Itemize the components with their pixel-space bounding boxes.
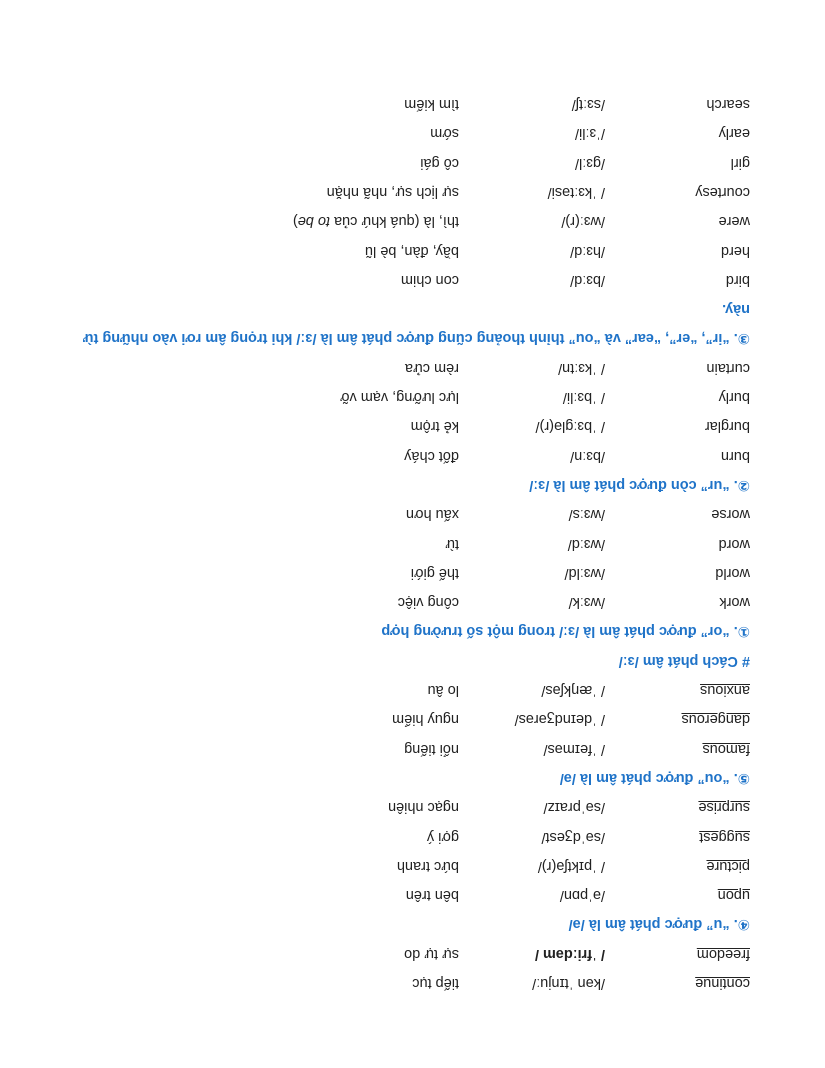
vocab-word: search <box>706 96 750 113</box>
section-heading: # Cách phát âm /ɜː/ <box>618 652 750 669</box>
vocab-ipa: /kən ˈtɪnjuː/ <box>532 975 605 991</box>
vocab-row <box>70 382 750 411</box>
vocab-row <box>70 880 750 909</box>
vocab-ipa: /wɜːld/ <box>564 564 605 581</box>
vocab-meaning-italic: to be <box>297 213 330 230</box>
vocab-row <box>70 675 750 704</box>
vocab-word: were <box>718 213 750 230</box>
vocab-meaning: lực lưỡng, vạm vỡ <box>339 389 459 406</box>
vocab-meaning: tiếp tục <box>412 975 459 991</box>
vocab-word: suggest <box>699 828 750 845</box>
vocab-row <box>70 968 750 997</box>
vocab-ipa: /wɜːk/ <box>568 594 605 611</box>
vocab-row <box>70 558 750 587</box>
vocab-row <box>70 118 750 147</box>
vocab-meaning: bên trên <box>405 887 459 904</box>
section-heading: ①. “or” được phát âm là /ɜː/ trong một số trường hợp <box>381 623 750 640</box>
vocab-ipa: / ˈfriːdəm / <box>534 945 605 962</box>
vocab-word: herd <box>720 242 750 259</box>
vocab-meaning: lo âu <box>427 682 459 699</box>
vocab-ipa: /gɜːl/ <box>574 154 605 171</box>
vocab-row <box>70 352 750 381</box>
vocab-row <box>70 938 750 967</box>
vocab-meaning: bức tranh <box>396 857 459 874</box>
vocab-row <box>70 206 750 235</box>
vocab-row <box>70 704 750 733</box>
vocab-ipa: / ˈkɜːtəsi/ <box>547 183 605 200</box>
vocab-meaning: sự lịch sự, nhã nhặn <box>326 183 459 200</box>
vocab-row <box>70 587 750 616</box>
vocab-ipa: /sɜːtʃ/ <box>571 96 605 113</box>
vocab-meaning: công việc <box>397 594 459 611</box>
vocabulary-content <box>70 89 750 997</box>
vocab-ipa: / ˈdeɪndʒərəs/ <box>514 711 605 728</box>
vocab-ipa: /bɜːd/ <box>570 271 605 288</box>
vocab-word: word <box>718 535 750 552</box>
vocab-row <box>70 265 750 294</box>
vocab-row <box>70 821 750 850</box>
vocab-meaning: kẻ trộm <box>410 418 459 435</box>
vocab-word: anxious <box>700 682 750 699</box>
vocab-meaning: thế giới <box>410 564 459 581</box>
vocab-row <box>70 440 750 469</box>
section-heading: ④. “u” được phát âm là /ə/ <box>568 916 750 933</box>
vocab-word: courtesy <box>695 183 750 200</box>
vocab-row <box>70 177 750 206</box>
vocab-ipa: / ˈbɜːli/ <box>562 389 605 406</box>
section-heading: ⑤. “ou” được phát âm là /ə/ <box>559 769 750 786</box>
vocab-row <box>70 792 750 821</box>
vocab-row <box>70 851 750 880</box>
vocab-word: picture <box>706 857 750 874</box>
vocab-ipa: / ˈæŋkʃəs/ <box>541 682 605 699</box>
vocab-row <box>70 528 750 557</box>
vocab-meaning <box>293 206 459 235</box>
vocab-ipa: /əˈpɒn/ <box>559 887 605 904</box>
vocab-word: burly <box>718 389 750 406</box>
vocab-meaning: đốt cháy <box>404 447 459 464</box>
vocab-word: work <box>719 594 750 611</box>
vocab-word: dangerous <box>681 711 750 728</box>
vocab-row <box>70 499 750 528</box>
vocab-meaning: ngạc nhiên <box>388 799 459 816</box>
vocab-meaning: bầy, đàn, bè lũ <box>364 242 459 259</box>
vocab-word: upon <box>717 887 750 904</box>
vocab-meaning: con chim <box>400 271 459 288</box>
section-heading: ③. “ir”, “er”, “ear” và “ou” thỉnh thoảng cũng được phát âm là /ɜː/ khi trọng âm rơi vào những từ này. <box>83 301 750 347</box>
vocab-ipa: / ˈkɜːtn/ <box>558 359 605 376</box>
vocab-word: worse <box>711 506 750 523</box>
vocab-ipa: / ˈbɜːglə(r)/ <box>535 418 605 435</box>
vocab-meaning: tìm kiếm <box>404 96 459 113</box>
vocab-ipa: /wɜːd/ <box>567 535 605 552</box>
vocab-word: bird <box>725 271 750 288</box>
vocab-meaning: nổi tiếng <box>404 740 459 757</box>
vocab-ipa: / ˈfeɪməs/ <box>543 740 605 757</box>
vocab-meaning: gợi ý <box>426 828 459 845</box>
vocab-word: freedom <box>696 945 750 962</box>
vocab-ipa: /hɜːd/ <box>570 242 605 259</box>
vocab-row <box>70 147 750 176</box>
vocab-meaning: nguy hiểm <box>392 711 459 728</box>
vocab-meaning: sớm <box>430 125 459 142</box>
vocab-ipa: / ˈpɪktʃə(r)/ <box>537 857 605 874</box>
vocab-ipa: /bɜːn/ <box>570 447 605 464</box>
vocab-word: curtain <box>706 359 750 376</box>
vocab-ipa: /ˈɜːli/ <box>574 125 605 142</box>
vocab-ipa: /səˈpraɪz/ <box>543 799 605 816</box>
vocab-word: burn <box>720 447 750 464</box>
vocab-word: surprise <box>698 799 750 816</box>
vocab-word: world <box>715 564 750 581</box>
vocab-meaning: sự tự do <box>404 945 459 962</box>
vocab-meaning-text: thì, là (quá khứ của <box>330 213 459 230</box>
vocab-word: early <box>718 125 750 142</box>
vocab-ipa: /wɜː(r)/ <box>561 213 605 230</box>
vocab-word: girl <box>730 154 750 171</box>
section-heading: ②. “ur” còn được phát âm là /ɜː/ <box>529 476 750 493</box>
vocab-word: famous <box>702 740 750 757</box>
vocab-meaning: cô gái <box>420 154 459 171</box>
vocab-row <box>70 411 750 440</box>
vocab-row <box>70 235 750 264</box>
vocab-word: burglar <box>704 418 750 435</box>
vocab-row <box>70 89 750 118</box>
vocab-meaning: xấu hơn <box>405 506 459 523</box>
vocab-word: continue <box>695 975 750 991</box>
vocab-meaning-end: ) <box>292 213 298 230</box>
vocab-ipa: /wɜːs/ <box>568 506 605 523</box>
vocab-meaning: từ <box>445 535 459 552</box>
vocab-ipa: /səˈdʒest/ <box>541 828 605 845</box>
vocab-meaning: rèm cửa <box>404 359 459 376</box>
vocab-row <box>70 733 750 762</box>
